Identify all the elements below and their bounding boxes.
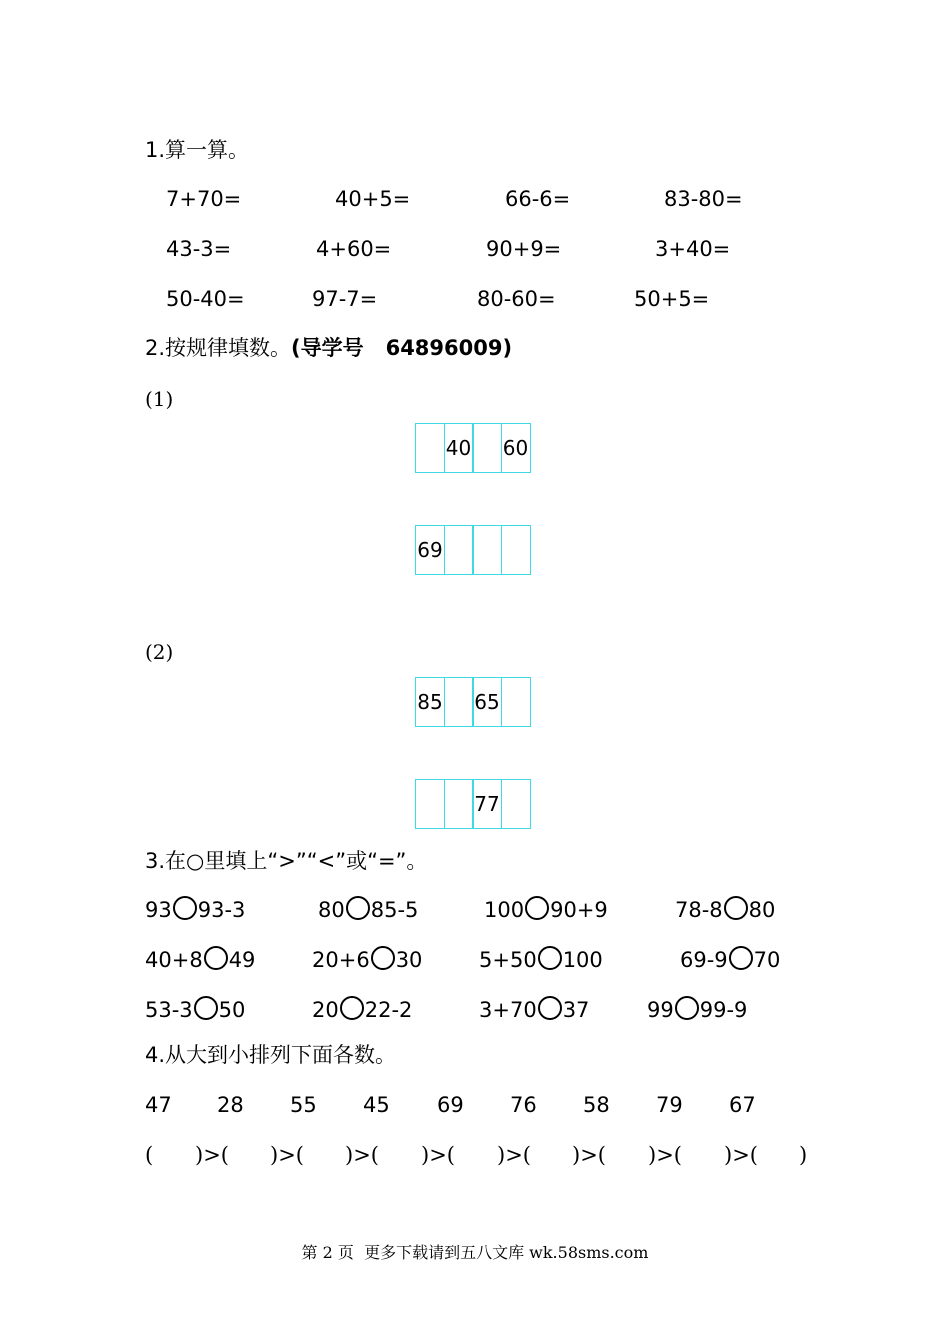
q1-item: 80-60= <box>477 287 556 311</box>
compare-item <box>680 946 780 973</box>
compare-circle[interactable] <box>173 896 197 920</box>
pattern-cell[interactable] <box>501 525 531 575</box>
compare-item <box>145 996 245 1023</box>
q3-title: 3.在○里填上“>”“<”或“=”。 <box>145 849 428 873</box>
compare-circle[interactable] <box>194 996 218 1020</box>
compare-circle[interactable] <box>724 896 748 920</box>
compare-right: 100 <box>562 948 603 972</box>
compare-right: 37 <box>562 998 590 1022</box>
q1-item: 43-3= <box>166 237 232 261</box>
compare-left: 3+70 <box>479 998 537 1022</box>
pattern-cell[interactable]: 77 <box>472 779 502 829</box>
pattern-cell[interactable]: 85 <box>415 677 445 727</box>
compare-left: 40+8 <box>145 948 203 972</box>
sort-number: 67 <box>729 1093 756 1117</box>
pattern-row-3 <box>415 677 535 727</box>
q1-item: 40+5= <box>335 187 411 211</box>
answer-paren: )>( <box>195 1143 229 1167</box>
pattern-cell[interactable] <box>415 423 445 473</box>
compare-left: 20 <box>312 998 339 1022</box>
compare-circle[interactable] <box>371 946 395 970</box>
compare-item <box>484 896 608 923</box>
q2-part1-label: (1) <box>145 387 174 411</box>
sort-number: 76 <box>510 1093 537 1117</box>
sort-number: 79 <box>656 1093 683 1117</box>
sort-number: 28 <box>217 1093 244 1117</box>
compare-item <box>312 946 422 973</box>
compare-item <box>145 896 245 923</box>
pattern-cell[interactable] <box>444 525 474 575</box>
compare-item <box>647 996 747 1023</box>
sort-number: 55 <box>290 1093 317 1117</box>
answer-paren: )>( <box>572 1143 606 1167</box>
compare-left: 80 <box>318 898 345 922</box>
compare-left: 100 <box>484 898 525 922</box>
pattern-cell[interactable]: 60 <box>501 423 531 473</box>
sort-number: 45 <box>363 1093 390 1117</box>
sort-number: 69 <box>437 1093 464 1117</box>
compare-right: 70 <box>753 948 781 972</box>
q1-title: 1.算一算。 <box>145 138 250 162</box>
compare-right: 93-3 <box>197 898 246 922</box>
compare-right: 90+9 <box>550 898 608 922</box>
answer-paren: )>( <box>724 1143 758 1167</box>
pattern-row-1 <box>415 423 535 473</box>
q1-item: 83-80= <box>664 187 743 211</box>
compare-left: 99 <box>647 998 674 1022</box>
compare-right: 85-5 <box>370 898 419 922</box>
compare-circle[interactable] <box>525 896 549 920</box>
pattern-cell[interactable] <box>472 525 502 575</box>
q1-item: 97-7= <box>312 287 378 311</box>
pattern-cell[interactable]: 69 <box>415 525 445 575</box>
compare-item <box>479 996 589 1023</box>
compare-item <box>675 896 775 923</box>
answer-paren: )>( <box>270 1143 304 1167</box>
compare-circle[interactable] <box>729 946 753 970</box>
compare-right: 80 <box>748 898 776 922</box>
pattern-cell[interactable] <box>472 423 502 473</box>
compare-left: 20+6 <box>312 948 370 972</box>
pattern-cell[interactable] <box>501 779 531 829</box>
compare-circle[interactable] <box>340 996 364 1020</box>
answer-paren: ( <box>145 1143 154 1167</box>
answer-paren: ) <box>799 1143 808 1167</box>
sort-number: 58 <box>583 1093 610 1117</box>
compare-item <box>479 946 603 973</box>
q1-item: 3+40= <box>655 237 731 261</box>
answer-paren: )>( <box>421 1143 455 1167</box>
q1-item: 4+60= <box>316 237 392 261</box>
compare-left: 69-9 <box>680 948 728 972</box>
q2-title <box>145 335 512 361</box>
compare-left: 53-3 <box>145 998 193 1022</box>
compare-right: 49 <box>228 948 256 972</box>
q1-item: 7+70= <box>166 187 242 211</box>
compare-item <box>312 996 412 1023</box>
q2-part2-label: (2) <box>145 640 174 664</box>
compare-right: 50 <box>218 998 246 1022</box>
q1-item: 90+9= <box>486 237 562 261</box>
pattern-row-4 <box>415 779 535 829</box>
q1-item: 66-6= <box>505 187 571 211</box>
compare-circle[interactable] <box>538 946 562 970</box>
q1-item: 50-40= <box>166 287 245 311</box>
compare-circle[interactable] <box>675 996 699 1020</box>
compare-circle[interactable] <box>204 946 228 970</box>
compare-right: 22-2 <box>364 998 413 1022</box>
compare-circle[interactable] <box>346 896 370 920</box>
compare-left: 5+50 <box>479 948 537 972</box>
pattern-cell[interactable]: 40 <box>444 423 474 473</box>
pattern-row-2 <box>415 525 535 575</box>
pattern-cell[interactable] <box>444 779 474 829</box>
q4-title: 4.从大到小排列下面各数。 <box>145 1043 397 1067</box>
compare-left: 93 <box>145 898 172 922</box>
answer-paren: )>( <box>648 1143 682 1167</box>
compare-item <box>318 896 418 923</box>
answer-paren: )>( <box>345 1143 379 1167</box>
pattern-cell[interactable] <box>444 677 474 727</box>
sort-number: 47 <box>145 1093 172 1117</box>
compare-right: 30 <box>395 948 423 972</box>
compare-item <box>145 946 255 973</box>
q2-guide-number: (导学号 64896009) <box>291 336 513 360</box>
q1-item: 50+5= <box>634 287 710 311</box>
compare-left: 78-8 <box>675 898 723 922</box>
compare-circle[interactable] <box>538 996 562 1020</box>
pattern-cell[interactable] <box>415 779 445 829</box>
answer-paren: )>( <box>497 1143 531 1167</box>
pattern-cell[interactable] <box>501 677 531 727</box>
compare-right: 99-9 <box>699 998 748 1022</box>
page-footer: 第 2 页 更多下载请到五八文库 wk.58sms.com <box>301 1243 649 1262</box>
pattern-cell[interactable]: 65 <box>472 677 502 727</box>
q2-title-text: 2.按规律填数。 <box>145 336 292 360</box>
